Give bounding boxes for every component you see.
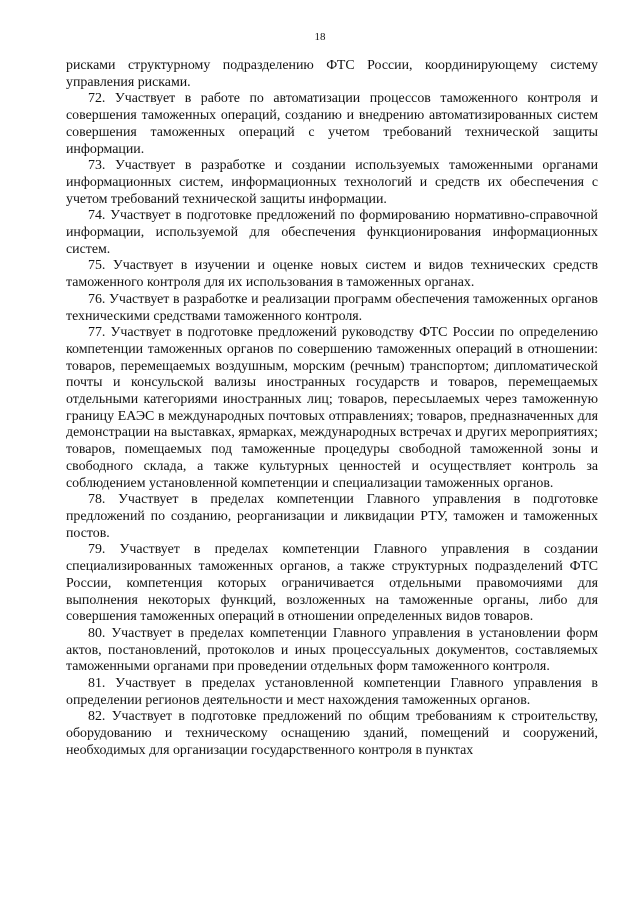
- paragraph-75: 75. Участвует в изучении и оценке новых систем и видов технических средств таможенного контроля для их использования в таможенных органах.: [66, 258, 598, 291]
- paragraph-80: 80. Участвует в пределах компетенции Главного управления в установлении форм актов, постановлений, протоколов и иных процессуальных документов, составляемых таможенными органами при проведении отдельных форм таможенного контроля.: [66, 625, 598, 675]
- paragraph-74: 74. Участвует в подготовке предложений по формированию нормативно-справочной информации, используемой для обеспечения функционирования информационных систем.: [66, 208, 598, 257]
- paragraph-82: 82. Участвует в подготовке предложений по общим требованиям к строительству, оборудованию и техническому оснащению зданий, помещений и сооружений, необходимых для организации государственного контроля в пунктах: [66, 709, 598, 758]
- paragraph-continuation: рисками структурному подразделению ФТС России, координирующему систему управления рисками.: [66, 58, 598, 90]
- paragraph-76: 76. Участвует в разработке и реализации программ обеспечения таможенных органов техническими средствами таможенного контроля.: [66, 291, 598, 324]
- paragraph-73: 73. Участвует в разработке и создании используемых таможенными органами информационных систем, информационных технологий и средств их обеспечения с учетом требований технической защиты информации.: [66, 158, 598, 207]
- page-number: 18: [314, 31, 326, 43]
- paragraph-78: 78. Участвует в пределах компетенции Главного управления в подготовке предложений по созданию, реорганизации и ликвидации РТУ, таможен и таможенных постов.: [66, 492, 598, 541]
- paragraph-79: 79. Участвует в пределах компетенции Главного управления в создании специализированных таможенных органов, а также структурных подразделений ФТС России, компетенция которых ограничивается отдельными правомочиями для выполнения некоторых функций, возложенных на таможенные органы, либо для совершения таможенных операций в отношении определенных видов товаров.: [66, 542, 598, 625]
- document-body: [66, 58, 598, 760]
- paragraph-72: 72. Участвует в работе по автоматизации процессов таможенного контроля и совершения таможенных операций, созданию и внедрению автоматизированных систем совершения таможенных операций с учетом требований технической защиты информации.: [66, 91, 598, 157]
- paragraph-81: 81. Участвует в пределах установленной компетенции Главного управления в определении регионов деятельности и мест нахождения таможенных органов.: [66, 676, 598, 708]
- paragraph-77: 77. Участвует в подготовке предложений руководству ФТС России по определению компетенции таможенных органов по совершению таможенных операций в отношении: товаров, перемещаемых воздушным, морским (речным) транспортом; дипломатической почты и консульской вализы иностранных государств и товаров, перемещаемых отдельными категориями иностранных лиц; товаров, пересылаемых через таможенную границу ЕАЭС в международных почтовых отправлениях; товаров, предназначенных для демонстрации на выставках, ярмарках, международных встречах и других мероприятиях; товаров, помещаемых под таможенные процедуры свободной таможенной зоны и свободного склада, а также культурных ценностей и осуществляет контроль за соблюдением установленной компетенции и специализации таможенных органов.: [66, 325, 599, 491]
